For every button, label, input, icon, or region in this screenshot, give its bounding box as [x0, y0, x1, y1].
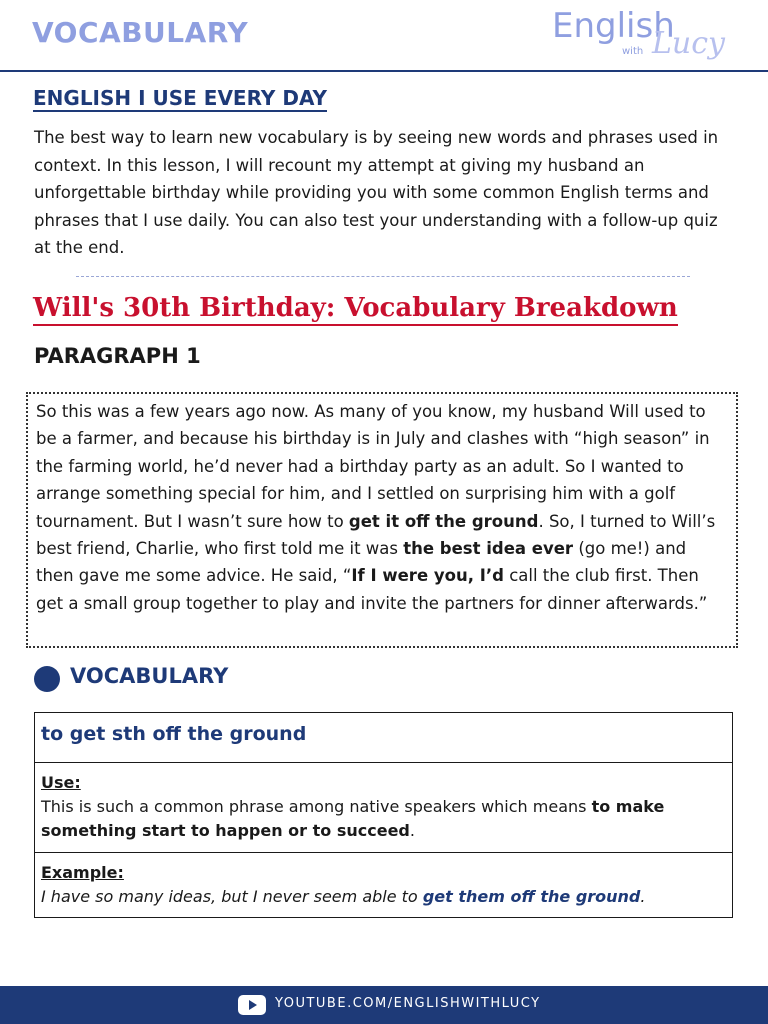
story-bold-3: If I were you, I’d: [351, 566, 504, 586]
lesson-title: Will's 30th Birthday: Vocabulary Breakdown: [33, 292, 678, 326]
vocabulary-label: VOCABULARY: [70, 664, 229, 688]
story-text-4: call the club first. Then get a small group together to play and invite the partners for dinner afterwards.”: [36, 566, 708, 613]
youtube-link[interactable]: YOUTUBE.COM/ENGLISHWITHLUCY: [275, 996, 541, 1011]
example-caption: Example:: [41, 863, 124, 882]
vocab-phrase: to get sth off the ground: [35, 713, 732, 763]
use-end: .: [409, 821, 415, 840]
intro-paragraph: The best way to learn new vocabulary is by seeing new words and phrases used in context. In this lesson, I will recount my attempt at giving my husband an unforgettable birthday while providing you with some common English terms and phrases that I use daily. You can also test your understanding with a follow-up quiz at the end.: [34, 128, 719, 257]
vocab-use-row: [35, 763, 732, 853]
dashed-divider: [76, 276, 690, 277]
logo-with: with: [622, 46, 644, 57]
use-text: This is such a common phrase among native speakers which means: [41, 797, 592, 816]
example-highlight: get them off the ground: [422, 887, 641, 906]
use-definition: to make something start to happen or to succeed: [41, 797, 665, 840]
vocab-example-row: [35, 853, 732, 917]
story-text-2: . So, I turned to Will’s best friend, Charlie, who first told me it was: [36, 511, 716, 559]
story-text-1: So this was a few years ago now. As many of you know, my husband Will used to be a farmer, and because his birthday is in July and clashes with “high season” in the farming world, he’d never had a birthday party as an adult. So I wanted to arrange something special for him, and I settled on surprising him with a golf tournament. But I wasn’t sure how to: [36, 402, 710, 531]
story-bold-2: the best idea ever: [403, 539, 574, 559]
paragraph-label: PARAGRAPH 1: [34, 344, 201, 368]
story-box: [26, 392, 738, 648]
story-paragraph: [36, 398, 728, 617]
youtube-icon[interactable]: [238, 995, 266, 1015]
logo-english: English: [552, 6, 675, 46]
header-title: VOCABULARY: [32, 16, 249, 49]
example-text: I have so many ideas, but I never seem able to: [41, 887, 423, 906]
vocabulary-table: [34, 712, 733, 918]
logo-lucy: Lucy: [652, 26, 725, 61]
example-end: .: [640, 887, 646, 906]
use-caption: Use:: [41, 773, 81, 792]
bullet-dot-icon: [34, 666, 60, 692]
section-heading: ENGLISH I USE EVERY DAY: [33, 86, 327, 110]
story-text-3: (go me!) and then gave me some advice. He said, “: [36, 539, 687, 586]
brand-logo: [552, 6, 742, 66]
story-bold-1: get it off the ground: [348, 511, 539, 531]
page-header: [0, 0, 768, 72]
page-footer: [0, 986, 768, 1024]
